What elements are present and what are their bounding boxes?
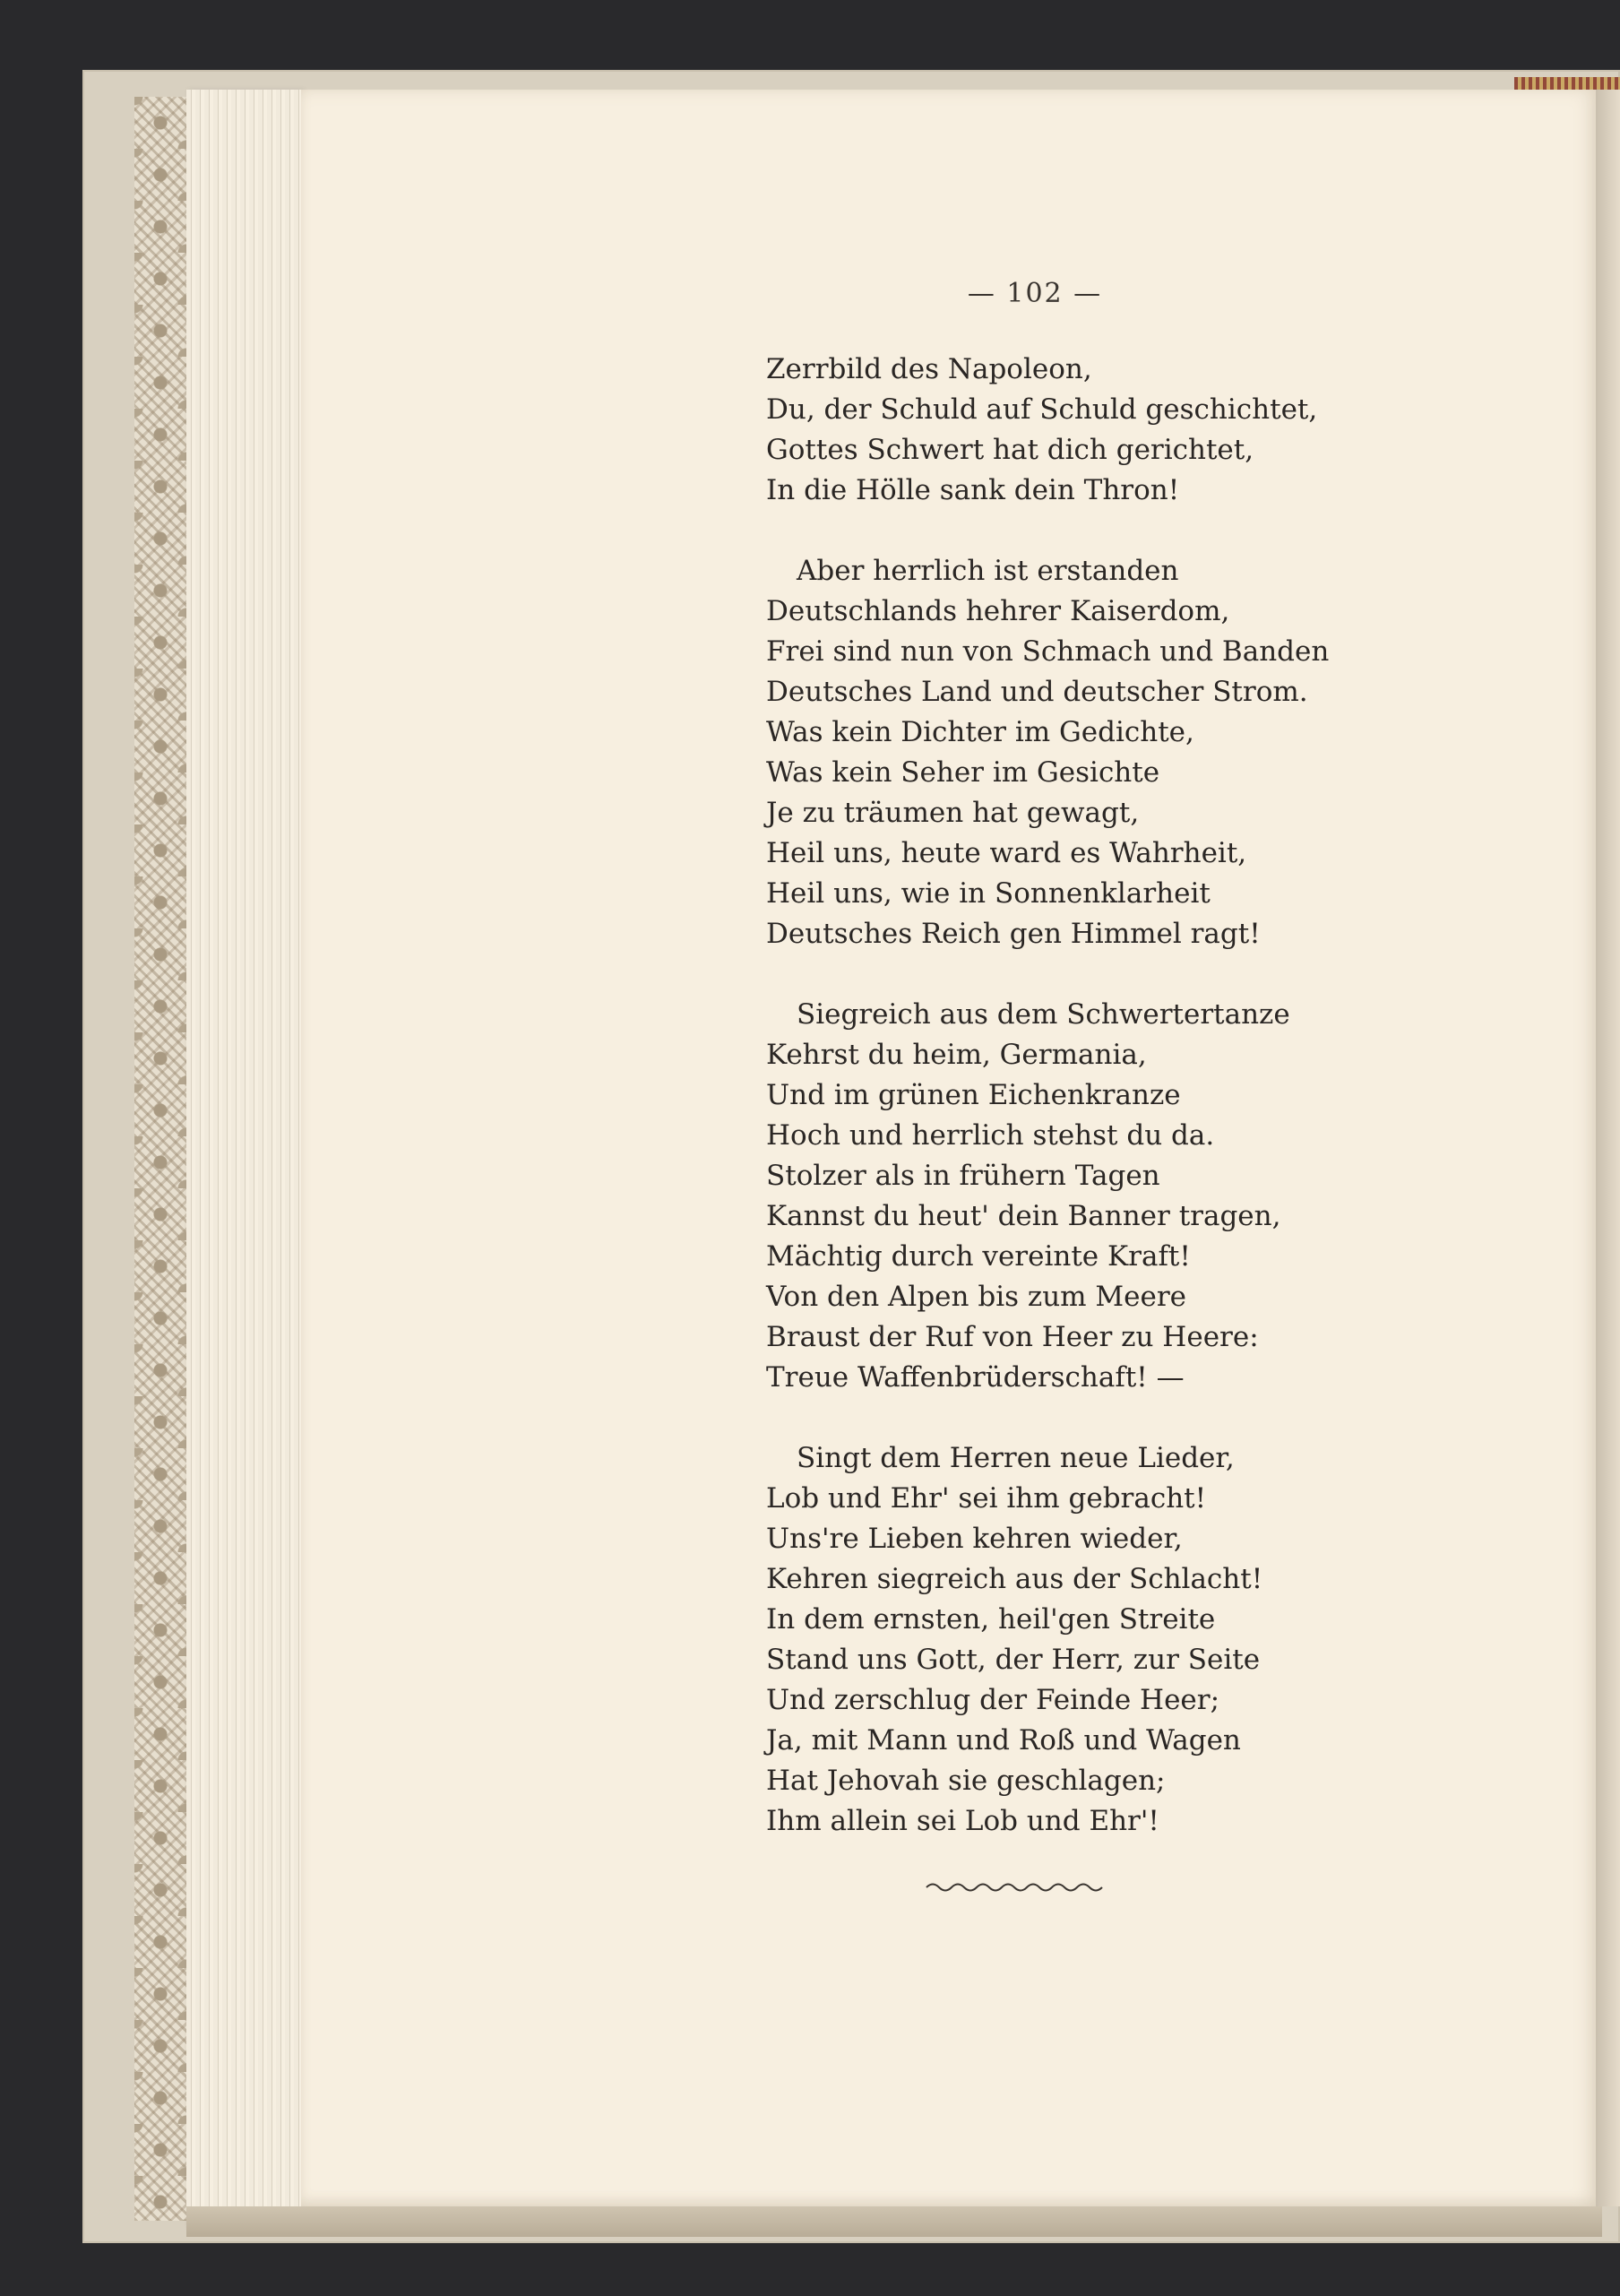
- poem-line: Kannst du heut' dein Banner tragen,: [766, 1200, 1281, 1232]
- poem-line: Treue Waffenbrüderschaft! —: [766, 1361, 1185, 1394]
- poem-line: Hoch und herrlich stehst du da.: [766, 1119, 1215, 1152]
- poem-line: Deutschlands hehrer Kaiserdom,: [766, 595, 1230, 627]
- page-bottom-edge: [186, 2206, 1602, 2237]
- patterned-endpaper-strip: [134, 97, 188, 2221]
- poem-line: Was kein Seher im Gesichte: [766, 756, 1160, 789]
- poem-line: Und zerschlug der Feinde Heer;: [766, 1684, 1220, 1716]
- stanza-2: [766, 551, 1447, 954]
- stanza-1: [766, 350, 1447, 511]
- poem-line: Zerrbild des Napoleon,: [766, 353, 1092, 385]
- poem-line: Von den Alpen bis zum Meere: [766, 1281, 1187, 1313]
- poem-line: Du, der Schuld auf Schuld geschichtet,: [766, 393, 1318, 426]
- poem-line: Lob und Ehr' sei ihm gebracht!: [766, 1482, 1207, 1515]
- poem: [766, 350, 1447, 1882]
- headband: [1514, 77, 1620, 90]
- poem-line: Uns're Lieben kehren wieder,: [766, 1523, 1183, 1555]
- poem-line: Hat Jehovah sie geschlagen;: [766, 1765, 1166, 1797]
- poem-line: Heil uns, wie in Sonnenklarheit: [766, 877, 1211, 910]
- poem-line: Stolzer als in frühern Tagen: [766, 1160, 1160, 1192]
- poem-line: Braust der Ruf von Heer zu Heere:: [766, 1321, 1259, 1353]
- poem-line: Singt dem Herren neue Lieder,: [797, 1442, 1235, 1474]
- poem-line: Deutsches Land und deutscher Strom.: [766, 676, 1308, 708]
- poem-line: Und im grünen Eichenkranze: [766, 1079, 1181, 1111]
- poem-line: Heil uns, heute ward es Wahrheit,: [766, 837, 1247, 869]
- poem-line: Was kein Dichter im Gedichte,: [766, 716, 1194, 748]
- poem-line: Kehren siegreich aus der Schlacht!: [766, 1563, 1263, 1595]
- poem-line: Kehrst du heim, Germania,: [766, 1039, 1147, 1071]
- poem-line: Ihm allein sei Lob und Ehr'!: [766, 1805, 1159, 1837]
- poem-line: Siegreich aus dem Schwertertanze: [797, 998, 1290, 1031]
- page-edges: [186, 90, 303, 2227]
- poem-line: Frei sind nun von Schmach und Banden: [766, 635, 1330, 668]
- right-cover-edge: [1596, 90, 1620, 2206]
- wavy-line-ornament-icon: [925, 1880, 1107, 1895]
- poem-line: Deutsches Reich gen Himmel ragt!: [766, 918, 1261, 950]
- stanza-3: [766, 995, 1447, 1398]
- poem-line: Aber herrlich ist erstanden: [797, 555, 1179, 587]
- stanza-4: [766, 1438, 1447, 1842]
- poem-line: Je zu träumen hat gewagt,: [766, 797, 1140, 829]
- page-number: — 102 —: [967, 278, 1103, 309]
- poem-line: Stand uns Gott, der Herr, zur Seite: [766, 1644, 1261, 1676]
- poem-line: Mächtig durch vereinte Kraft!: [766, 1240, 1191, 1273]
- poem-line: In die Hölle sank dein Thron!: [766, 474, 1180, 506]
- poem-line: Ja, mit Mann und Roß und Wagen: [766, 1724, 1241, 1757]
- poem-line: In dem ernsten, heil'gen Streite: [766, 1603, 1216, 1636]
- poem-line: Gottes Schwert hat dich gerichtet,: [766, 434, 1254, 466]
